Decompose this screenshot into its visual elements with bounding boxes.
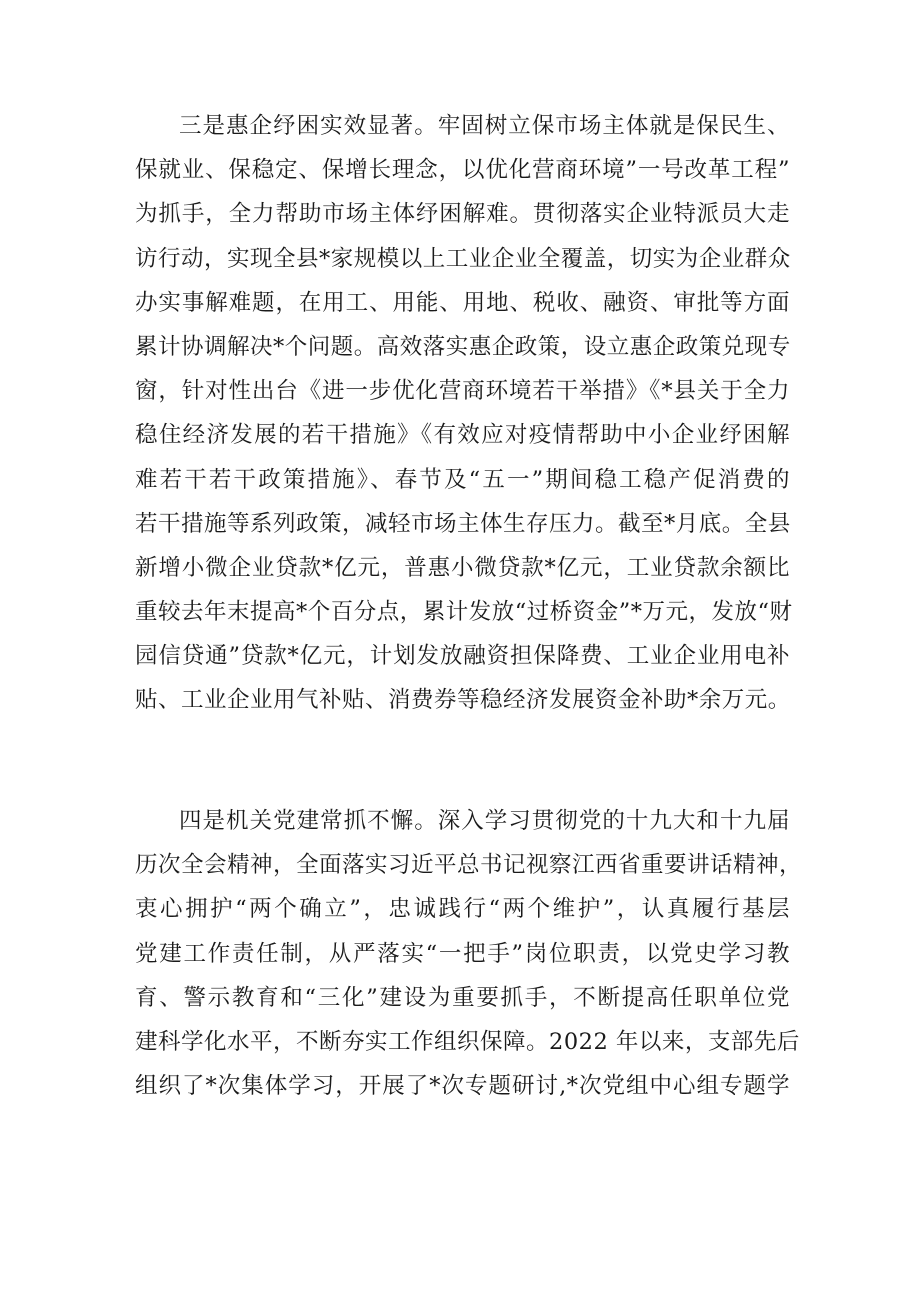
text-line: 历次全会精神，全面落实习近平总书记视察江西省重要讲话精神， <box>135 852 803 879</box>
text-line: 新增小微企业贷款*亿元，普惠小微贷款*亿元，工业贷款余额比 <box>135 554 790 581</box>
text-line: 难若干若干政策措施》、春节及“五一”期间稳工稳产促消费的 <box>135 466 790 493</box>
text-line: 衷心拥护“两个确立”，忠诚践行“两个维护”，认真履行基层 <box>135 896 790 923</box>
text-line: 园信贷通”贷款*亿元，计划发放融资担保降费、工业企业用电补 <box>135 643 790 670</box>
text-line: 党建工作责任制，从严落实“一把手”岗位职责，以党史学习教 <box>135 940 790 967</box>
text-line: 若干措施等系列政策，减轻市场主体生存压力。截至*月底。全县 <box>135 510 791 537</box>
text-line: 稳住经济发展的若干措施》《有效应对疫情帮助中小企业纾困解 <box>135 422 790 449</box>
text-line: 重较去年末提高*个百分点，累计发放“过桥资金”*万元，发放“财 <box>135 599 793 626</box>
text-line: 累计协调解决*个问题。高效落实惠企政策，设立惠企政策兑现专 <box>135 333 791 360</box>
text-line: 窗，针对性出台《进一步优化营商环境若干举措》《*县关于全力 <box>135 378 790 405</box>
paragraph-party-building <box>135 799 803 1108</box>
text-line: 为抓手，全力帮助市场主体纾困解难。贯彻落实企业特派员大走 <box>135 201 790 228</box>
text-line: 育、警示教育和“三化”建设为重要抓手，不断提高任职单位党 <box>135 984 790 1011</box>
paragraph-enterprise-relief <box>135 104 793 723</box>
text-line: 访行动，实现全县*家规模以上工业企业全覆盖，切实为企业群众 <box>135 245 791 272</box>
text-line: 办实事解难题，在用工、用能、用地、税收、融资、审批等方面 <box>135 289 790 316</box>
text-line: 三是惠企纾困实效显著。牢固树立保市场主体就是保民生、 <box>179 113 790 139</box>
text-line: 贴、工业企业用气补贴、消费券等稳经济发展资金补助*余万元。 <box>135 687 791 714</box>
text-line: 保就业、保稳定、保增长理念，以优化营商环境”一号改革工程” <box>135 157 790 184</box>
text-line: 组织了*次集体学习，开展了*次专题研讨,*次党组中心组专题学 <box>135 1073 790 1100</box>
text-line: 四是机关党建常抓不懈。深入学习贯彻党的十九大和十九届 <box>179 808 790 834</box>
text-line: 建科学化水平，不断夯实工作组织保障。2022 年以来，支部先后 <box>135 1028 800 1055</box>
